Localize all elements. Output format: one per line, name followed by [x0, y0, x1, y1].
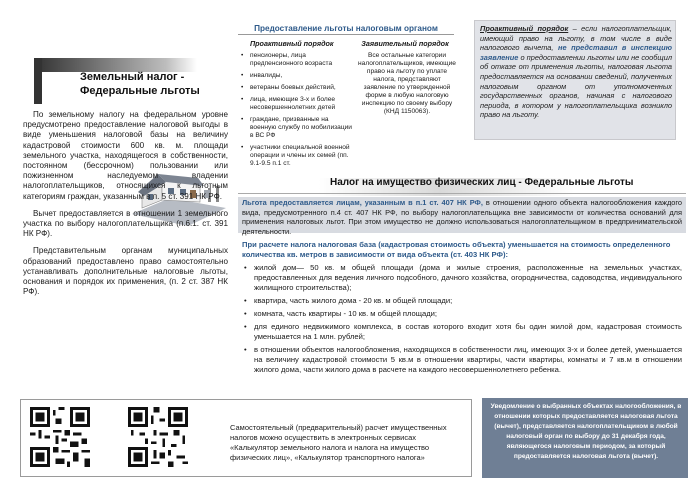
- land-tax-paragraph-2: Вычет предоставляется в отношении 1 земельного участка по выбору налогоплательщика (п.6.1. ст. 391 НК РФ).: [23, 208, 228, 239]
- list-item: • комната, часть квартиры - 10 кв. м общей площади;: [242, 309, 682, 319]
- qr-code-icon[interactable]: [30, 407, 90, 467]
- benefit-procedure-title: Предоставление льготы налоговым органом: [254, 24, 438, 33]
- proactive-definition-text: [480, 24, 672, 120]
- list-item: • участники специальной военной операции и члены их семей (пп. 9.1-9.5 п.1 ст.: [238, 144, 356, 168]
- divider: [238, 193, 686, 194]
- proactive-term: Проактивный порядок: [480, 24, 569, 33]
- land-tax-paragraph-3: Представительным органам муниципальных образований предоставлено право самостоятельно устанавливать дополнительные налоговые льготы, основания и порядок их применения, (п. 2 ст. 387 НК РФ).: [23, 246, 228, 297]
- proactive-column-header: Проактивный порядок: [250, 39, 334, 48]
- land-tax-title: [80, 70, 230, 98]
- list-item: • в отношении объектов налогообложения, находящихся в собственности лиц, имеющих 3-х и более детей, уменьшается на величину кадастровой стоимости 5 кв.м в отношении квартиры, части квартиры, комнаты и 7 кв.м в отношении жилого дома, части жилого дома в расчете на каждого несовершеннолетнего ребенка.: [242, 345, 682, 375]
- title-decor-bar: [34, 58, 42, 104]
- list-item: • лица, имеющие 3-х и более несовершеннолетних детей: [238, 96, 356, 112]
- calculator-services-text: Самостоятельный (предварительный) расчет имущественных налогов можно осуществить в электронных сервисах «Калькулятор земельного налога и налога на имущество физических лиц», «Калькулятор транспортного налога»: [230, 423, 447, 462]
- property-tax-title: Налог на имущество физических лиц - Федеральные льготы: [330, 177, 634, 188]
- property-benefit-rest: в отношении одного объекта налогообложения каждого вида, предусмотренного п.4 ст. 407 НК РФ, по выбору налогоплательщика вне зависимости от количества оснований для применения налоговых льгот. При этом имущество не должно использоваться налогоплательщиком в предпринимательской деятельности.: [242, 198, 683, 236]
- list-item: • для единого недвижимого комплекса, в состав которого входит хотя бы один жилой дом, кадастровая стоимость уменьшается на 1 млн. рублей;: [242, 322, 682, 342]
- qr-code-icon[interactable]: [128, 407, 188, 467]
- land-tax-title-line2: Федеральные льготы: [80, 85, 200, 97]
- tax-base-text: При расчете налога налоговая база (кадастровая стоимость объекта) уменьшается на стоимость определенного количества кв. метров в зависимости от вида объекта (ст. 403 НК РФ):: [242, 240, 671, 259]
- list-item: • квартира, часть жилого дома - 20 кв. м общей площади;: [242, 296, 682, 306]
- land-tax-title-line1: Земельный налог -: [80, 71, 185, 83]
- property-benefit-text: [242, 198, 682, 236]
- list-item: • инвалиды,: [238, 72, 356, 80]
- notification-text: Уведомление о выбранных объектах налогообложения, в отношении которых предоставляется налоговая льгота (вычет), представляется налогоплательщиком в любой налоговый орган по выбору до 31 декабря года, являющегося налоговым периодом, за который предоставляется налоговая льгота (вычет).: [490, 403, 682, 460]
- list-item: • граждане, призванные на военную службу по мобилизации в ВС РФ: [238, 116, 356, 140]
- deduction-list: [242, 263, 682, 378]
- definition-part-2: о предоставлении льготы или не сообщил об отказе от применения льготы, налоговая льгота предоставляется на основании сведений, полученных налоговым органом от уполномоченных государственных органов, начиная с налогового периода, в котором у налогоплательщика возникло право на льготу.: [480, 52, 672, 120]
- application-column-header: Заявительный порядок: [361, 39, 449, 48]
- list-item: • пенсионеры, лица предпенсионного возраста: [238, 52, 356, 68]
- application-procedure-text: Все остальные категории налогоплательщиков, имеющие право на льготу по уплате налога, представляют заявление по утвержденной форме в любую налоговую инспекцию по своему выбору (КНД 1150063).: [358, 52, 456, 115]
- definition-part-1: – если налогоплательщик, имеющий право на льготу, в том числе в виде налогового вычета,: [480, 24, 672, 53]
- property-benefit-lead: Льгота предоставляется лицам, указанным в п.1 ст. 407 НК РФ,: [242, 198, 483, 207]
- list-item: • жилой дом— 50 кв. м общей площади (дома и жилые строения, расположенные на земельных участках, предоставленных для ведения личного подсобного, дачного хозяйства, огородничества, садоводства, индивидуального жилищного строительства);: [242, 263, 682, 293]
- list-item: • ветераны боевых действий,: [238, 84, 356, 92]
- proactive-categories-list: [238, 52, 356, 172]
- definition-highlight: не представил в инспекцию заявление: [480, 43, 673, 62]
- land-tax-body: [23, 110, 228, 304]
- divider: [238, 34, 454, 35]
- land-tax-paragraph-1: По земельному налогу на федеральном уровне предусмотрено предоставление налоговой выгоды в виде уменьшения налоговой базы на величину кадастровой стоимости 600 кв. м. площади земельного участка, находящегося в собственности, постоянном (бессрочном) пользовании или пожизненном наследуемом владении налогоплательщиков, относящихся к льготным категориям граждан, указанным в п. 5 ст. 391 НК РФ.: [23, 110, 228, 201]
